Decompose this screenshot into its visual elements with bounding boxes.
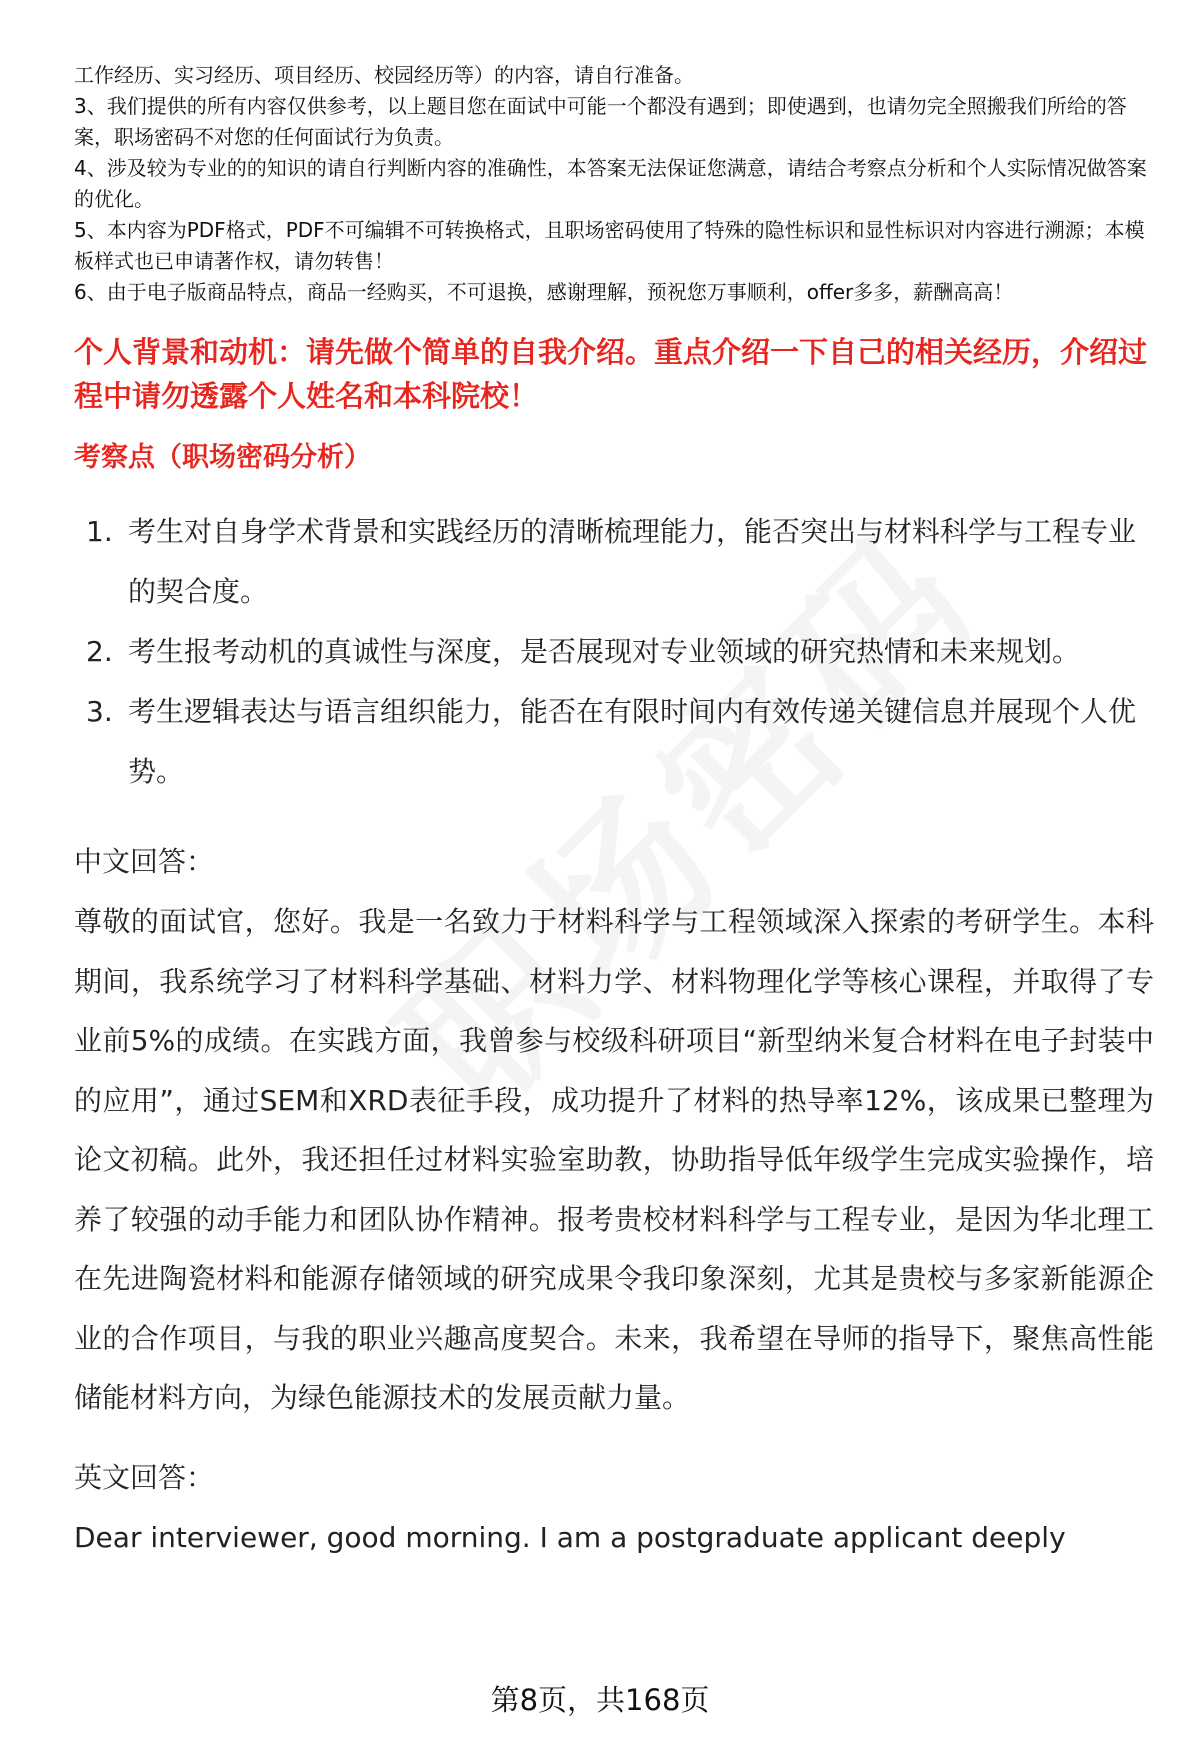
note-line: 3、我们提供的所有内容仅供参考，以上题目您在面试中可能一个都没有遇到；即使遇到，也请勿完全照搬我们所给的答案，职场密码不对您的任何面试行为负责。 <box>74 94 1127 149</box>
english-answer-text: Dear interviewer, good morning. I am a postgraduate applicant deeply <box>74 1520 1066 1554</box>
english-answer-label: 英文回答： <box>74 1460 215 1494</box>
list-number: 1. <box>86 515 113 548</box>
list-number: 2. <box>86 635 113 668</box>
chinese-answer-label: 中文回答： <box>74 845 215 878</box>
list-text: 考生对自身学术背景和实践经历的清晰梳理能力，能否突出与材料科学与工程专业的契合度。 <box>128 515 1137 608</box>
note-line: 工作经历、实习经历、项目经历、校园经历等）的内容，请自行准备。 <box>74 63 694 87</box>
list-item <box>74 682 1154 802</box>
notes-section <box>74 60 1154 308</box>
list-item <box>74 622 1154 682</box>
list-number: 3. <box>86 695 113 728</box>
list-item <box>74 502 1154 622</box>
document-page <box>74 60 1154 1568</box>
chinese-answer-text: 尊敬的面试官，您好。我是一名致力于材料科学与工程领域深入探索的考研学生。本科期间，我系统学习了材料科学基础、材料力学、材料物理化学等核心课程，并取得了专业前5%的成绩。在实践方面，我曾参与校级科研项目“新型纳米复合材料在电子封装中的应用”，通过SEM和XRD表征手段，成功提升了材料的热导率12%，该成果已整理为论文初稿。此外，我还担任过材料实验室助教，协助指导低年级学生完成实验操作，培养了较强的动手能力和团队协作精神。报考贵校材料科学与工程专业，是因为华北理工在先进陶瓷材料和能源存储领域的研究成果令我印象深刻，尤其是贵校与多家新能源企业的合作项目，与我的职业兴趣高度契合。未来，我希望在导师的指导下，聚焦高性能储能材料方向，为绿色能源技术的发展贡献力量。 <box>74 905 1154 1414</box>
points-title: 考察点（职场密码分析） <box>74 442 371 473</box>
note-line: 6、由于电子版商品特点，商品一经购买，不可退换，感谢理解，预祝您万事顺利，offer多多，薪酬高高！ <box>74 280 1014 304</box>
note-line: 4、涉及较为专业的的知识的请自行判断内容的准确性，本答案无法保证您满意，请结合考察点分析和个人实际情况做答案的优化。 <box>74 156 1147 211</box>
points-list <box>74 502 1154 802</box>
page-number-footer: 第8页，共168页 <box>490 1683 710 1717</box>
note-line: 5、本内容为PDF格式，PDF不可编辑不可转换格式，且职场密码使用了特殊的隐性标识和显性标识对内容进行溯源；本模板样式也已申请著作权，请勿转售！ <box>74 218 1145 273</box>
list-text: 考生逻辑表达与语言组织能力，能否在有限时间内有效传递关键信息并展现个人优势。 <box>128 695 1137 788</box>
list-text: 考生报考动机的真诚性与深度，是否展现对专业领域的研究热情和未来规划。 <box>128 635 1081 668</box>
question-heading: 个人背景和动机：请先做个简单的自我介绍。重点介绍一下自己的相关经历，介绍过程中请勿透露个人姓名和本科院校！ <box>74 335 1148 413</box>
